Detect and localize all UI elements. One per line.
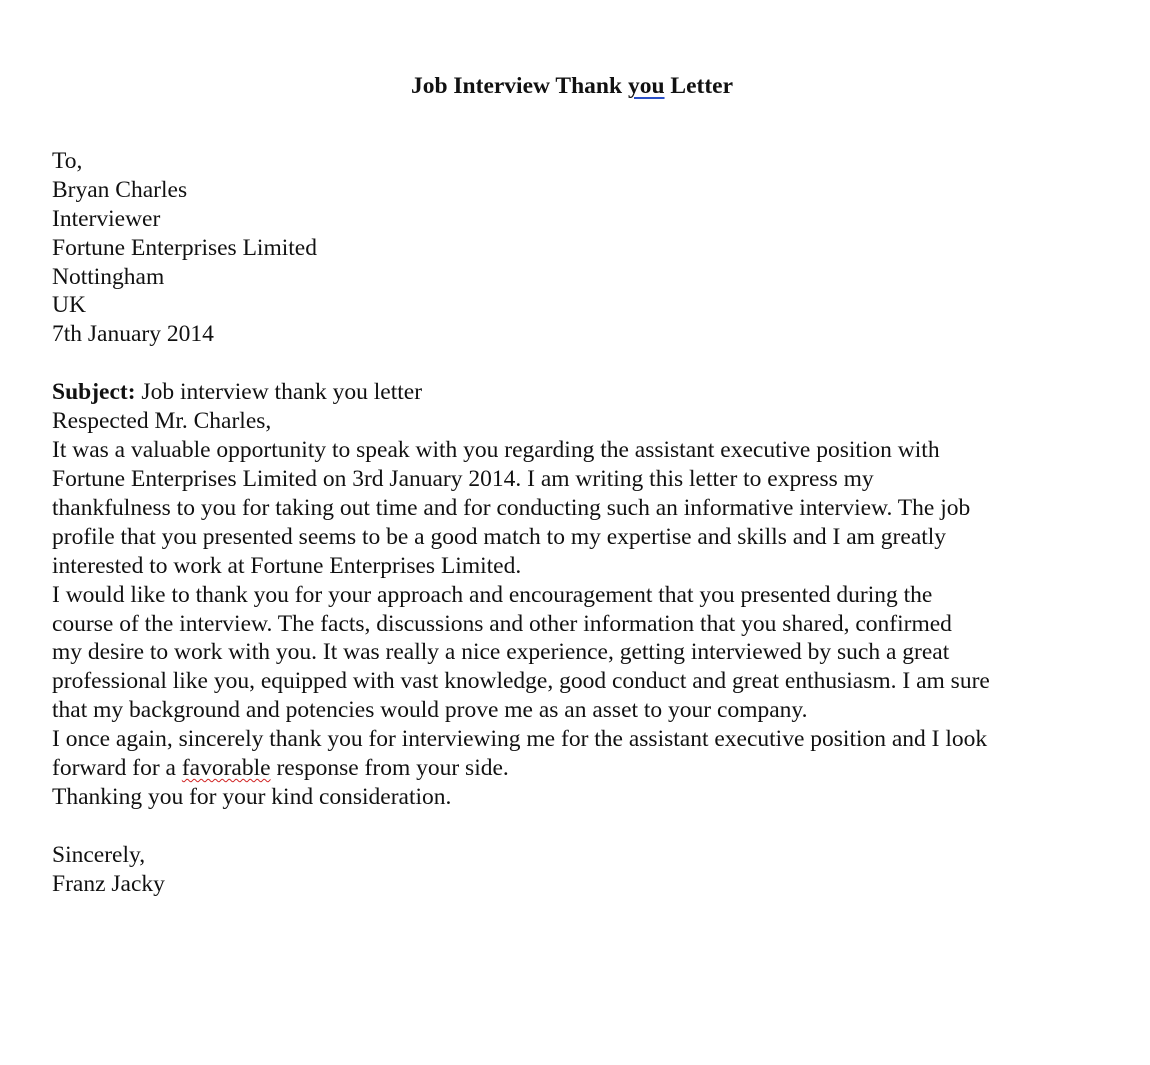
paragraph-3-line [52,754,1112,783]
paragraph-1-line: interested to work at Fortune Enterprises Limited. [52,552,522,579]
recipient-country: UK [52,292,86,319]
closing: Sincerely, [52,841,146,868]
recipient-to: To, [52,147,83,174]
recipient-city: Nottingham [52,263,165,290]
paragraph-2-line: professional like you, equipped with vast knowledge, good conduct and great enthusiasm. I am sure [52,668,990,695]
paragraph-2-line: course of the interview. The facts, discussions and other information that you shared, confirmed [52,610,952,637]
salutation: Respected Mr. Charles, [52,408,272,435]
spacer [52,812,1112,841]
spelling-flagged-word: favorable [181,755,271,782]
paragraph-3-line: I once again, sincerely thank you for interviewing me for the assistant executive position and I look [52,726,988,753]
letter-date: 7th January 2014 [52,321,214,348]
subject-text: Job interview thank you letter [135,379,423,406]
spacer [52,349,1112,378]
paragraph-4-line: Thanking you for your kind consideration. [52,783,452,810]
title-flagged-word: you [627,73,665,99]
paragraph-3-text-start: forward for a [52,755,182,782]
letter-closing [52,841,1112,899]
title-text-start: Job Interview Thank [410,73,628,99]
subject-label: Subject: [52,379,136,406]
title-text-end: Letter [664,73,734,99]
paragraph-1-line: Fortune Enterprises Limited on 3rd January 2014. I am writing this letter to express my [52,465,874,492]
recipient-address [52,147,1112,349]
letter-document [52,72,1112,899]
paragraph-3-text-end: response from your side. [270,755,509,782]
paragraph-1-line: thankfulness to you for taking out time and for conducting such an informative interview. The job [52,494,971,521]
recipient-name: Bryan Charles [52,176,188,203]
paragraph-1-line: profile that you presented seems to be a good match to my expertise and skills and I am greatly [52,523,947,550]
letter-body [52,378,1112,812]
recipient-role: Interviewer [52,205,161,232]
paragraph-2-line: my desire to work with you. It was really a nice experience, getting interviewed by such a great [52,639,950,666]
letter-title [52,72,1092,101]
signature-name: Franz Jacky [52,870,165,897]
paragraph-1-line: It was a valuable opportunity to speak with you regarding the assistant executive position with [52,437,940,464]
recipient-company: Fortune Enterprises Limited [52,234,317,261]
paragraph-2-line: that my background and potencies would prove me as an asset to your company. [52,697,808,724]
paragraph-2-line: I would like to thank you for your approach and encouragement that you presented during the [52,581,933,608]
subject-line [52,378,1112,407]
